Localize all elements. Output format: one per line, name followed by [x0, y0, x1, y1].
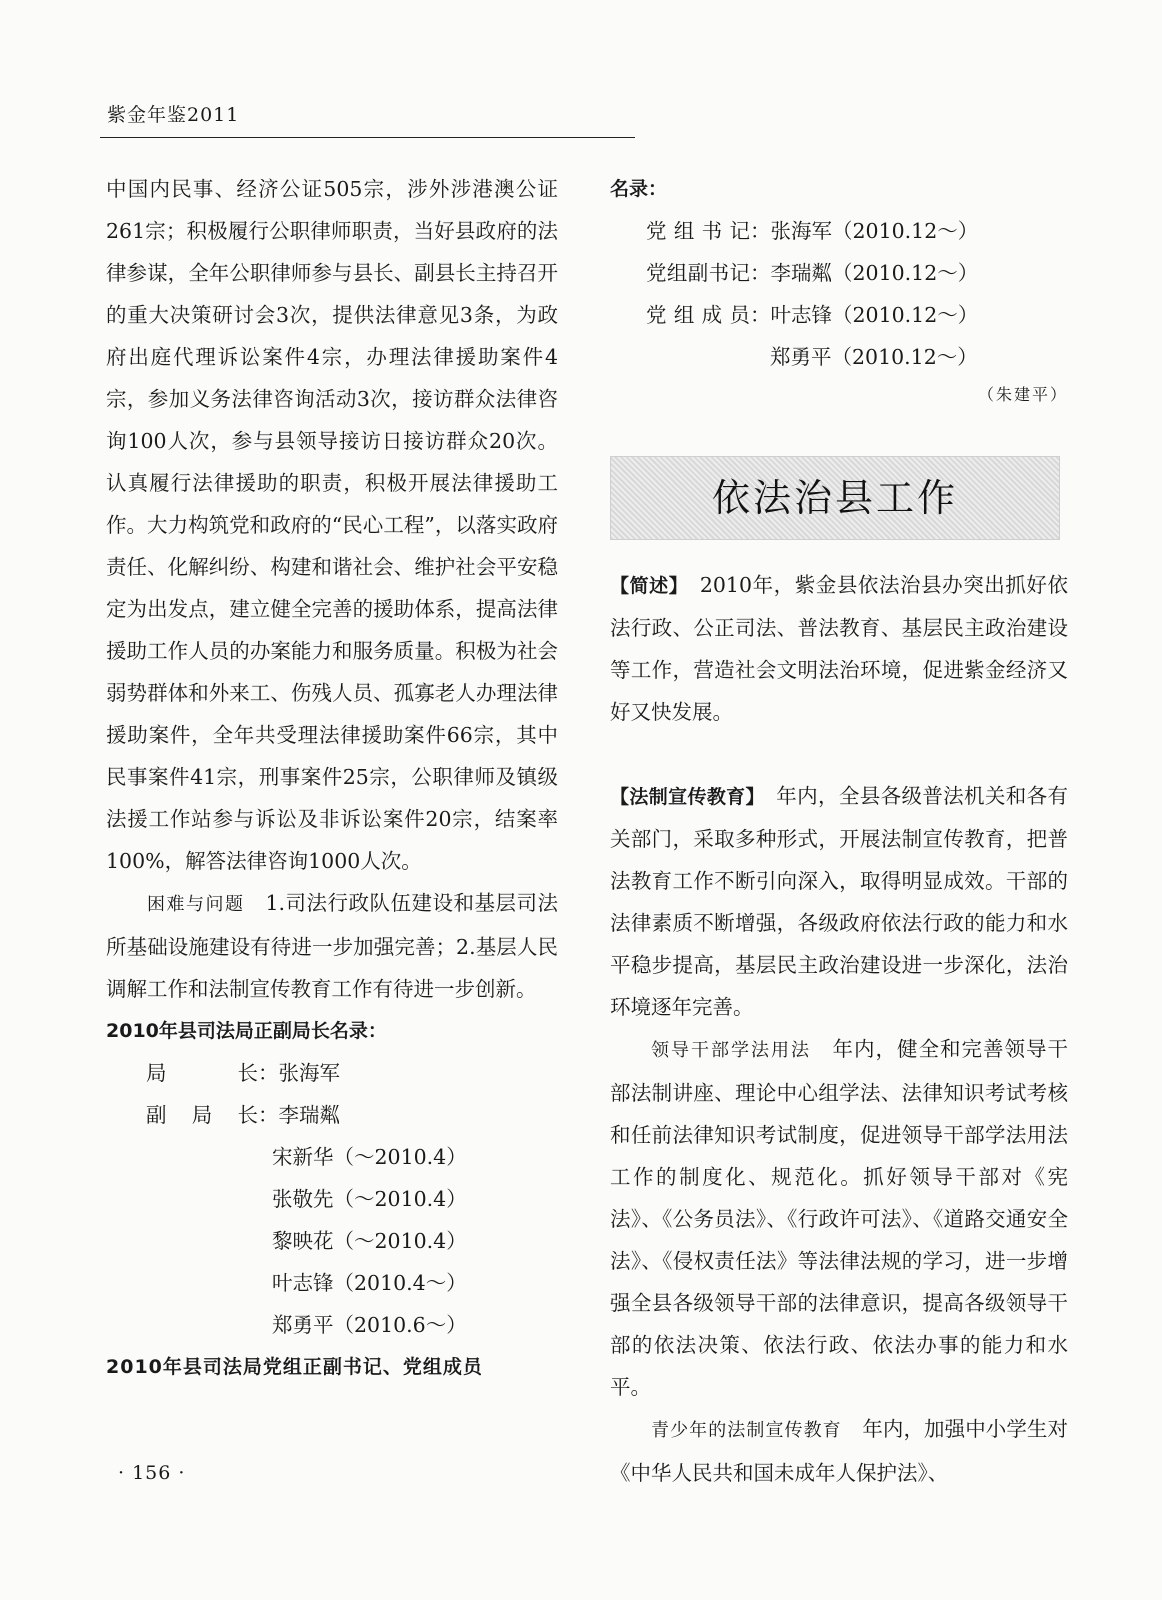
list2	[610, 210, 1068, 378]
list1-row: 局 长 ： 张海军	[106, 1052, 558, 1094]
youth-paragraph	[610, 1408, 1068, 1494]
list2-row	[610, 336, 1068, 378]
leaders-paragraph	[610, 1028, 1068, 1408]
summary-paragraph	[610, 564, 1068, 733]
list2-title: 2010年县司法局党组正副书记、党组成员	[106, 1356, 483, 1378]
list1-row: 副 局 长 ： 李瑞粼	[106, 1094, 558, 1136]
problems-paragraph	[106, 882, 558, 1010]
list1-name: 宋新华（～2010.4）	[272, 1145, 467, 1169]
list1-row	[106, 1178, 558, 1220]
list1-name: 张敬先（～2010.4）	[272, 1187, 467, 1211]
list1	[106, 1052, 558, 1346]
list1-row	[106, 1304, 558, 1346]
list1-name: 叶志锋（2010.4～）	[272, 1271, 467, 1295]
list1-name: 李瑞粼	[278, 1103, 340, 1127]
list2-row: 党组成员 ： 叶志锋（2010.12～）	[610, 294, 1068, 336]
section-banner	[610, 456, 1060, 540]
list1-name: 郑勇平（2010.6～）	[272, 1313, 467, 1337]
list2-name: 张海军（2010.12～）	[770, 219, 979, 243]
left-column	[106, 168, 558, 1388]
education-paragraph	[610, 775, 1068, 1028]
youth-text: 年内，加强中小学生对《中华人民共和国未成年人保护法》、	[610, 1417, 1069, 1485]
left-paragraph-1: 中国内民事、经济公证505宗，涉外涉港澳公证261宗；积极履行公职律师职责，当好县政府的法律参谋，全年公职律师参与县长、副县长主持召开的重大决策研讨会3次，提供法律意见3条，为政府出庭代理诉讼案件4宗，办理法律援助案件4宗，参加义务法律咨询活动3次，接访群众法律咨询100人次，参与县领导接访日接访群众20次。认真履行法律援助的职责，积极开展法律援助工作。大力构筑党和政府的“民心工程”，以落实政府责任、化解纠纷、构建和谐社会、维护社会平安稳定为出发点，建立健全完善的援助体系，提高法律援助工作人员的办案能力和服务质量。积极为社会弱势群体和外来工、伤残人员、孤寡老人办理法律援助案件，全年共受理法律援助案件66宗，其中民事案件41宗，刑事案件25宗，公职律师及镇级法援工作站参与诉讼及非诉讼案件20宗，结案率100%，解答法律咨询1000人次。	[106, 177, 558, 873]
list2-name: 郑勇平（2010.12～）	[770, 345, 978, 369]
list2-name: 李瑞粼（2010.12～）	[770, 261, 979, 285]
list2-role: 党组成员	[646, 303, 750, 327]
list1-role: 副 局 长	[146, 1103, 258, 1127]
summary-text: 2010年，紫金县依法治县办突出抓好依法行政、公正司法、普法教育、基层民主政治建设等工作，营造社会文明法治环境，促进紫金经济又好又快发展。	[610, 573, 1068, 724]
education-text: 年内，全县各级普法机关和各有关部门，采取多种形式，开展法制宣传教育，把普法教育工作不断引向深入，取得明显成效。干部的法律素质不断增强，各级政府依法行政的能力和水平稳步提高，基层民主政治建设进一步深化，法治环境逐年完善。	[610, 784, 1068, 1019]
list2-role: 党组副书记	[646, 261, 750, 285]
section-title: 依法治县工作	[711, 476, 958, 520]
list1-row	[106, 1220, 558, 1262]
author-credit: （朱建平）	[977, 385, 1068, 404]
education-tag: 【法制宣传教育】	[610, 786, 756, 808]
list1-row	[106, 1136, 558, 1178]
list1-role: 局 长	[146, 1061, 258, 1085]
list1-name: 张海军	[278, 1061, 340, 1085]
list1-title: 2010年县司法局正副局长名录：	[106, 1020, 387, 1042]
list1-name: 黎映花（～2010.4）	[272, 1229, 467, 1253]
leaders-label: 领导干部学法用法	[651, 1040, 811, 1061]
list1-row	[106, 1262, 558, 1304]
summary-tag: 【简述】	[610, 575, 679, 597]
right-column	[610, 168, 1068, 1494]
running-title: 紫金年鉴2011	[107, 104, 240, 126]
header-divider	[100, 137, 635, 138]
list2-row: 党组书记 ： 张海军（2010.12～）	[610, 210, 1068, 252]
leaders-text: 年内，健全和完善领导干部法制讲座、理论中心组学法、法律知识考试考核和任前法律知识考试制度，促进领导干部学法用法工作的制度化、规范化。抓好领导干部对《宪法》、《公务员法》、《行政许可法》、《道路交通安全法》、《侵权责任法》等法律法规的学习，进一步增强全县各级领导干部的法律意识，提高各级领导干部的依法决策、依法行政、依法办事的能力和水平。	[610, 1037, 1068, 1399]
problems-label: 困难与问题	[147, 894, 245, 915]
page-number: · 156 ·	[118, 1462, 186, 1484]
list2-row: 党组副书记 ： 李瑞粼（2010.12～）	[610, 252, 1068, 294]
list2-role: 党组书记	[646, 219, 750, 243]
list2-title-continued: 名录：	[610, 178, 668, 200]
youth-label: 青少年的法制宣传教育	[651, 1420, 842, 1441]
list2-name: 叶志锋（2010.12～）	[770, 303, 979, 327]
problems-text: 1.司法行政队伍建设和基层司法所基础设施建设有待进一步加强完善；2.基层人民调解工作和法制宣传教育工作有待进一步创新。	[106, 891, 558, 1001]
